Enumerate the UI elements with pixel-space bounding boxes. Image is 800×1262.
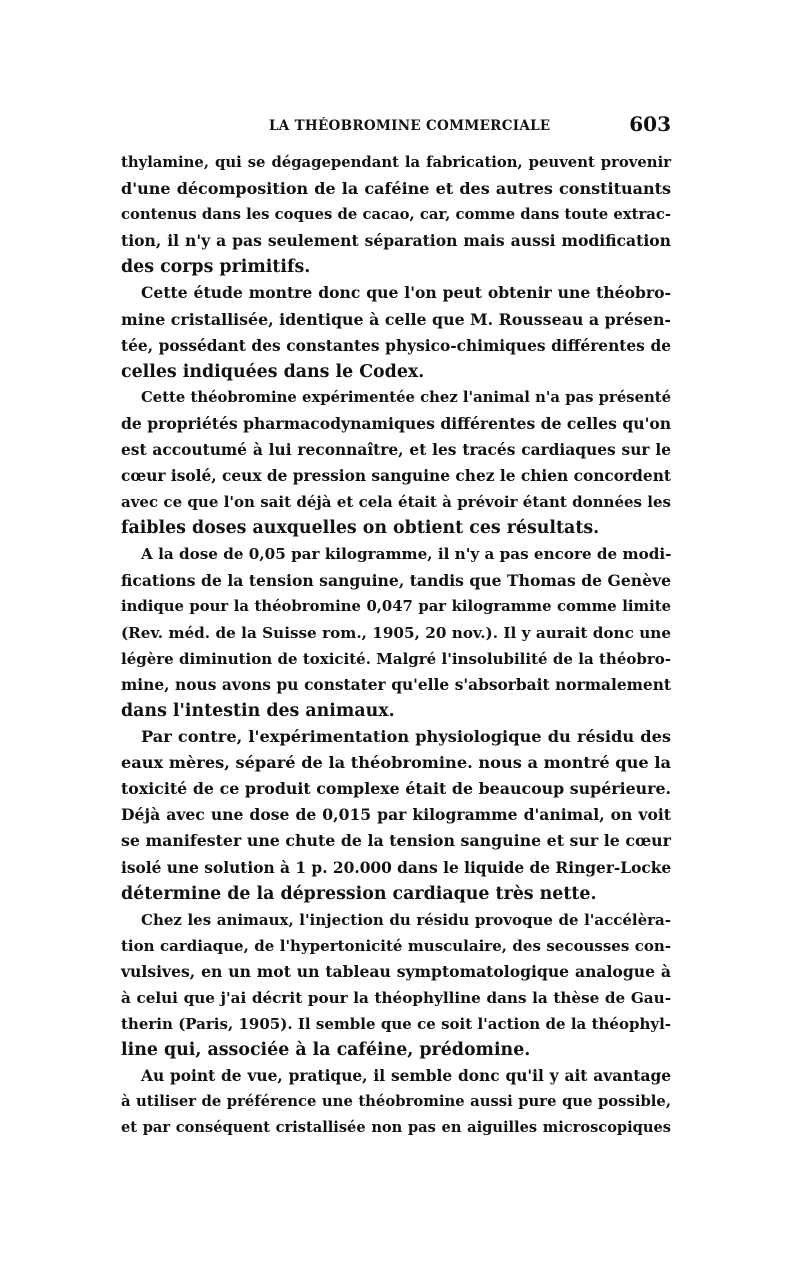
text-line: cœur isolé, ceux de pression sanguine chez le chien concordent bbox=[121, 467, 672, 486]
text-line: d'une décomposition de la caféine et des autres constituants bbox=[121, 179, 671, 199]
text-line: celles indiquées dans le Codex. bbox=[121, 361, 425, 382]
text-line: therin (Paris, 1905). Il semble que ce soit l'action de la théophyl- bbox=[121, 1015, 671, 1034]
text-line: tée, possédant des constantes physico-chimiques différentes de bbox=[121, 336, 671, 355]
running-title: LA THÉOBROMINE COMMERCIALE bbox=[269, 118, 551, 134]
text-line: détermine de la dépression cardiaque très nette. bbox=[121, 883, 597, 904]
text-line: (Rev. méd. de la Suisse rom., 1905, 20 nov.). Il y aurait donc une bbox=[121, 623, 671, 642]
text-line: Chez les animaux, l'injection du résidu provoque de l'accélèra- bbox=[141, 910, 671, 929]
text-line: tion cardiaque, de l'hypertonicité musculaire, des secousses con- bbox=[121, 936, 671, 955]
text-line: de propriétés pharmacodynamiques différentes de celles qu'on bbox=[121, 413, 672, 433]
text-line: faibles doses auxquelles on obtient ces résultats. bbox=[121, 518, 600, 539]
text-line: vulsives, en un mot un tableau symptomatologique analogue à bbox=[121, 961, 671, 981]
text-line: légère diminution de toxicité. Malgré l'insolubilité de la théobro- bbox=[121, 649, 671, 668]
text-line: se manifester une chute de la tension sanguine et sur le cœur bbox=[121, 831, 671, 851]
text-line: mine, nous avons pu constater qu'elle s'absorbait normalement bbox=[121, 675, 671, 694]
text-line: est accoutumé à lui reconnaître, et les tracés cardiaques sur le bbox=[121, 441, 671, 460]
text-line: Déjà avec une dose de 0,015 par kilogramme d'animal, on voit bbox=[121, 805, 671, 825]
text-line: Par contre, l'expérimentation physiologique du résidu des bbox=[141, 727, 671, 747]
text-line: Au point de vue, pratique, il semble donc qu'il y ait avantage bbox=[141, 1067, 671, 1086]
text-line: à celui que j'ai décrit pour la théophylline dans la thèse de Gau- bbox=[121, 989, 671, 1007]
text-line: dans l'intestin des animaux. bbox=[121, 700, 395, 721]
text-line: Cette étude montre donc que l'on peut obtenir une théobro- bbox=[141, 283, 671, 303]
text-line: line qui, associée à la caféine, prédomine. bbox=[121, 1040, 531, 1061]
running-head bbox=[121, 112, 671, 146]
text-line: thylamine, qui se dégagependant la fabrication, peuvent provenir bbox=[121, 154, 671, 171]
text-line: Cette théobromine expérimentée chez l'animal n'a pas présenté bbox=[141, 388, 671, 406]
text-line: mine cristallisée, identique à celle que M. Rousseau a présen- bbox=[121, 309, 671, 329]
text-line: avec ce que l'on sait déjà et cela était à prévoir étant données les bbox=[121, 493, 671, 512]
text-line: eaux mères, séparé de la théobromine. nous a montré que la bbox=[121, 753, 671, 773]
text-line: isolé une solution à 1 p. 20.000 dans le liquide de Ringer-Locke bbox=[121, 858, 672, 877]
text-line: tion, il n'y a pas seulement séparation mais aussi modification bbox=[121, 231, 671, 251]
body-text bbox=[121, 150, 671, 1142]
text-line: contenus dans les coques de cacao, car, comme dans toute extrac- bbox=[121, 206, 671, 224]
text-line: des corps primitifs. bbox=[121, 257, 311, 278]
book-page bbox=[121, 112, 671, 1142]
text-line: A la dose de 0,05 par kilogramme, il n'y a pas encore de modi- bbox=[141, 545, 672, 564]
text-line: indique pour la théobromine 0,047 par kilogramme comme limite bbox=[121, 597, 671, 615]
text-line: fications de la tension sanguine, tandis que Thomas de Genève bbox=[121, 570, 671, 590]
text-line: et par conséquent cristallisée non pas en aiguilles microscopiques bbox=[121, 1119, 671, 1137]
text-line: toxicité de ce produit complexe était de beaucoup supérieure. bbox=[121, 779, 671, 799]
text-line: à utiliser de préférence une théobromine aussi pure que possible, bbox=[121, 1093, 671, 1111]
page-number: 603 bbox=[629, 112, 671, 136]
